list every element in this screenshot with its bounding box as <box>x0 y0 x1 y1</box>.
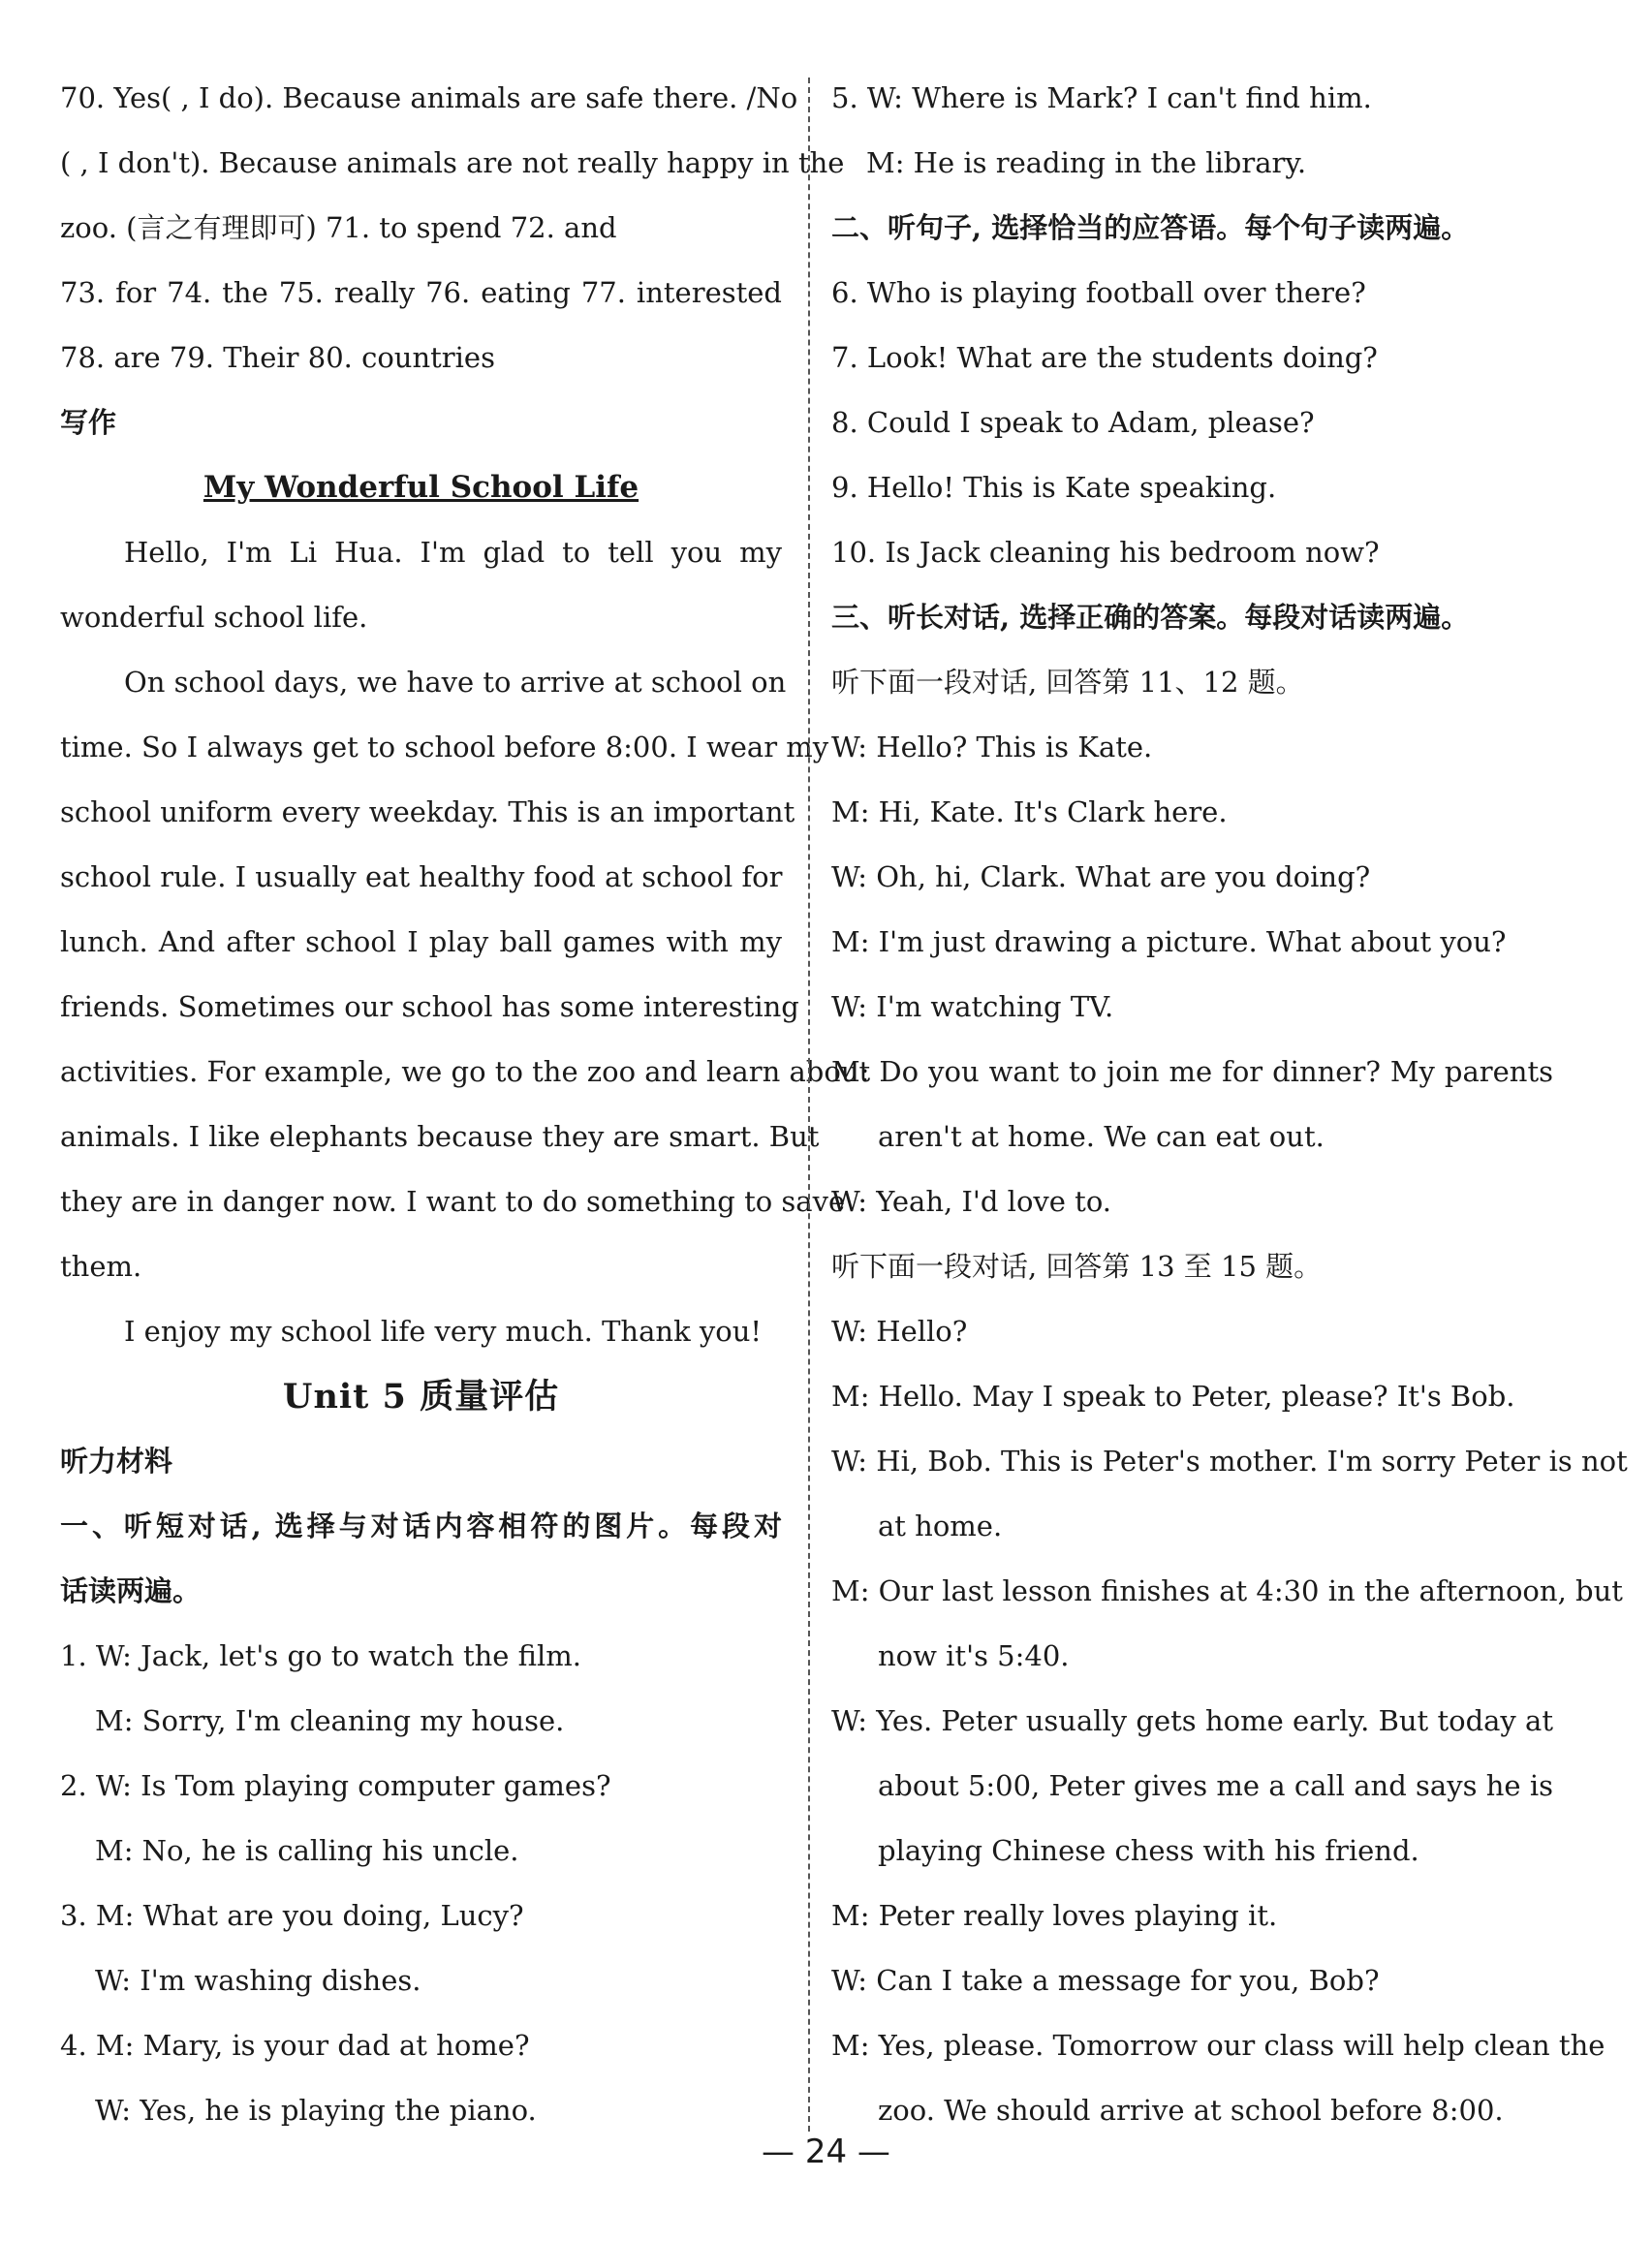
essay-line: them. <box>60 1250 142 1283</box>
page-number: — 24 — <box>762 2133 890 2171</box>
question-line: 8. Could I speak to Adam, please? <box>831 406 1315 439</box>
dialogue-line: W: I'm watching TV. <box>831 990 1114 1023</box>
question-line: 9. Hello! This is Kate speaking. <box>831 471 1277 504</box>
writing-label: 写作 <box>60 406 117 439</box>
section-heading: 一、听短对话, 选择与对话内容相符的图片。每段对 <box>60 1510 782 1542</box>
dialogue-line: zoo. We should arrive at school before 8:00. <box>878 2094 1504 2127</box>
dialogue-line: M: He is reading in the library. <box>866 146 1307 179</box>
dialogue-line: M: Do you want to join me for dinner? My parents <box>831 1055 1553 1088</box>
dialogue-line: playing Chinese chess with his friend. <box>878 1834 1419 1867</box>
answer-line: 78. are 79. Their 80. countries <box>60 341 495 374</box>
dialogue-line: W: Hello? This is Kate. <box>831 731 1153 763</box>
essay-title: My Wonderful School Life <box>203 470 639 505</box>
question-line: 10. Is Jack cleaning his bedroom now? <box>831 536 1380 569</box>
essay-line: school rule. I usually eat healthy food at school for <box>60 860 783 893</box>
instruction-line: 听下面一段对话, 回答第 11、12 题。 <box>831 666 1304 699</box>
dialogue-line: W: Hi, Bob. This is Peter's mother. I'm sorry Peter is not <box>831 1445 1628 1478</box>
dialogue-line: W: Can I take a message for you, Bob? <box>831 1964 1380 1997</box>
dialogue-line: M: Hello. May I speak to Peter, please? It's Bob. <box>831 1380 1515 1413</box>
dialogue-line: about 5:00, Peter gives me a call and says he is <box>878 1769 1553 1802</box>
dialogue-line: W: I'm washing dishes. <box>95 1964 421 1997</box>
left-column <box>60 66 871 2143</box>
right-column <box>831 66 1628 2143</box>
question-line: 6. Who is playing football over there? <box>831 276 1366 309</box>
dialogue-line: W: Hello? <box>831 1315 968 1348</box>
instruction-line: 听下面一段对话, 回答第 13 至 15 题。 <box>831 1250 1323 1283</box>
dialogue-line: W: Yes, he is playing the piano. <box>95 2094 537 2127</box>
section-heading: 三、听长对话, 选择正确的答案。每段对话读两遍。 <box>831 601 1470 634</box>
column-divider <box>808 78 810 2132</box>
essay-line: lunch. And after school I play ball games with my <box>60 925 782 958</box>
dialogue-line: W: Yes. Peter usually gets home early. But today at <box>831 1704 1553 1737</box>
section-heading: 二、听句子, 选择恰当的应答语。每个句子读两遍。 <box>831 211 1470 244</box>
dialogue-line: M: Hi, Kate. It's Clark here. <box>831 795 1228 828</box>
section-heading: 话读两遍。 <box>60 1574 202 1607</box>
dialogue-line: M: Sorry, I'm cleaning my house. <box>95 1704 565 1737</box>
dialogue-line: 4. M: Mary, is your dad at home? <box>60 2029 530 2062</box>
dialogue-line: W: Oh, hi, Clark. What are you doing? <box>831 860 1371 893</box>
essay-line: I enjoy my school life very much. Thank you! <box>124 1315 763 1348</box>
dialogue-line: 5. W: Where is Mark? I can't find him. <box>831 81 1372 114</box>
question-line: 7. Look! What are the students doing? <box>831 341 1378 374</box>
dialogue-line: 1. W: Jack, let's go to watch the film. <box>60 1639 582 1672</box>
essay-line: animals. I like elephants because they are smart. But <box>60 1120 820 1153</box>
listening-label: 听力材料 <box>60 1445 173 1478</box>
essay-line: school uniform every weekday. This is an important <box>60 795 795 828</box>
essay-line: Hello, I'm Li Hua. I'm glad to tell you my <box>124 536 782 569</box>
dialogue-line: M: I'm just drawing a picture. What about you? <box>831 925 1507 958</box>
answer-line: zoo. (言之有理即可) 71. to spend 72. and <box>60 211 617 244</box>
dialogue-line: M: Peter really loves playing it. <box>831 1899 1278 1932</box>
dialogue-line: M: No, he is calling his uncle. <box>95 1834 519 1867</box>
answer-line: 70. Yes( , I do). Because animals are safe there. /No <box>60 81 798 114</box>
answer-line: 73. for 74. the 75. really 76. eating 77. interested <box>60 276 782 309</box>
essay-line: friends. Sometimes our school has some interesting <box>60 990 799 1023</box>
dialogue-line: M: Yes, please. Tomorrow our class will help clean the <box>831 2029 1605 2062</box>
dialogue-line: 3. M: What are you doing, Lucy? <box>60 1899 524 1932</box>
unit-title: Unit 5 质量评估 <box>282 1377 560 1417</box>
essay-line: On school days, we have to arrive at school on <box>124 666 787 699</box>
dialogue-line: aren't at home. We can eat out. <box>878 1120 1325 1153</box>
dialogue-line: W: Yeah, I'd love to. <box>831 1185 1111 1218</box>
answer-line: ( , I don't). Because animals are not really happy in the <box>60 146 845 179</box>
essay-line: time. So I always get to school before 8:00. I wear my <box>60 731 829 763</box>
dialogue-line: 2. W: Is Tom playing computer games? <box>60 1769 611 1802</box>
essay-line: activities. For example, we go to the zoo and learn about <box>60 1055 871 1088</box>
essay-line: wonderful school life. <box>60 601 368 634</box>
essay-line: they are in danger now. I want to do something to save <box>60 1185 846 1218</box>
dialogue-line: now it's 5:40. <box>878 1639 1070 1672</box>
dialogue-line: at home. <box>878 1510 1003 1542</box>
dialogue-line: M: Our last lesson finishes at 4:30 in the afternoon, but <box>831 1574 1623 1607</box>
